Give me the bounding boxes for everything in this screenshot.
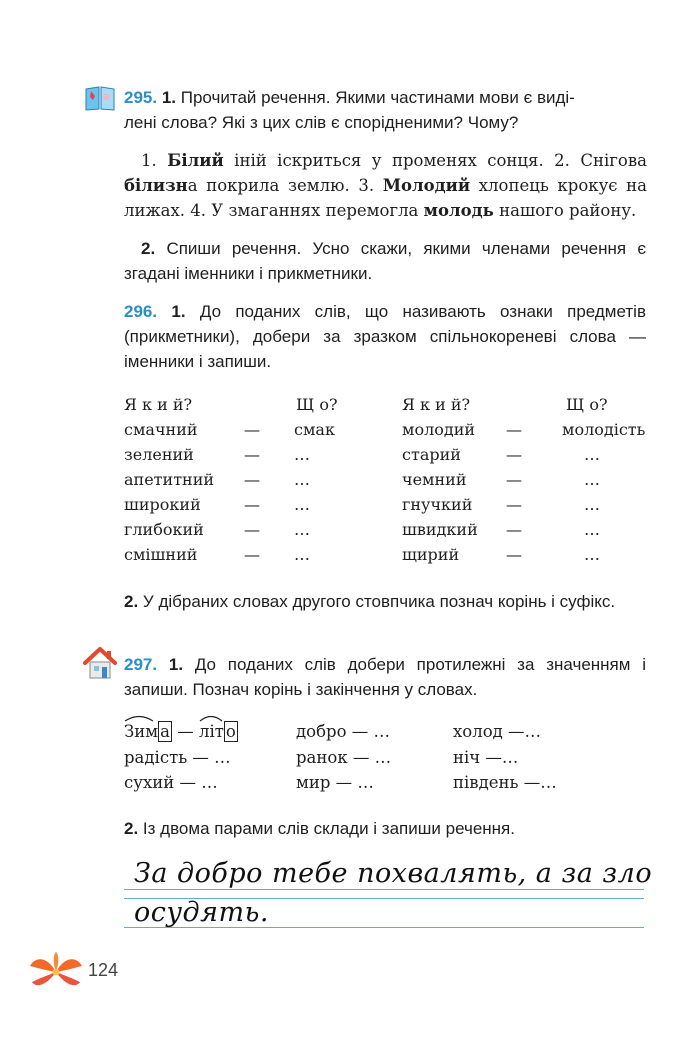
handwriting-line-1: За добро тебе похвалять, а за зло [134, 858, 653, 889]
pair: холод —… [453, 722, 542, 741]
ex295-task1: 295. 1. Прочитай речення. Якими частинами мови є виді- лені слова? Які з цих слів є спорідненими? Чому? [124, 88, 575, 132]
pair: радість — … [124, 748, 231, 767]
table-row: апетитний — … чемний — … [124, 470, 600, 489]
flower-ornament-icon [28, 952, 84, 992]
root-mark: Зим [124, 719, 158, 744]
pair: мир — … [296, 773, 374, 792]
ex295-sentences: 1. Білий іній іскриться у променях сонця. 2. Снігова білизна покрила землю. 3. Молодий хлопець крокує на лижах. 4. У змаганнях перемогла молодь нашого району. [124, 151, 647, 220]
table-row: широкий — … гнучкий — … [124, 495, 600, 514]
ex296-task2: 2. У дібраних словах другого стовпчика познач корінь і суфікс. [124, 592, 616, 611]
pair: сухий — … [124, 773, 218, 792]
house-icon [82, 646, 118, 680]
table-row: глибокий — … швидкий — … [124, 520, 600, 539]
ex297-number: 297. [124, 655, 158, 674]
ex296-word-table [124, 392, 645, 567]
ex296-number: 296. [124, 302, 158, 321]
page-number: 124 [88, 960, 119, 980]
pair: добро — … [296, 722, 391, 741]
table-row: смачний — смак молодий — молодість [124, 420, 646, 439]
table-row: зелений — … старий — … [124, 445, 600, 464]
book-icon [84, 85, 116, 111]
ex297-task2: 2. Із двома парами слів склади і запиши речення. [124, 819, 515, 838]
table-header: Я к и й? Щ о? Я к и й? Щ о? [124, 395, 608, 414]
pair: ніч —… [453, 748, 519, 767]
ending-box: о [225, 722, 236, 741]
pair: південь —… [453, 773, 557, 792]
table-row: смішний — … щирий — … [124, 545, 600, 564]
ex297-task1: 297. 1. До поданих слів добери протилежні за значенням і запиши. Познач корінь і закінчення у словах. [124, 655, 646, 699]
pair: ранок — … [296, 748, 392, 767]
handwriting-line-2: осудять. [134, 897, 269, 928]
ex296-task1: 296. 1. До поданих слів, що називають ознаки предметів (прикметники), добери за зразком спільнокореневі слова — іменники і запиши. [124, 302, 646, 371]
ex297-example: Зим а — літ о [124, 719, 238, 744]
root-mark: літ [199, 719, 224, 744]
writing-line [124, 889, 644, 890]
ex295-task2: 2. Спиши речення. Усно скажи, якими членами речення є згадані іменники і прикметники. [124, 239, 646, 283]
ex295-number: 295. [124, 88, 158, 107]
ending-box: а [160, 722, 170, 741]
